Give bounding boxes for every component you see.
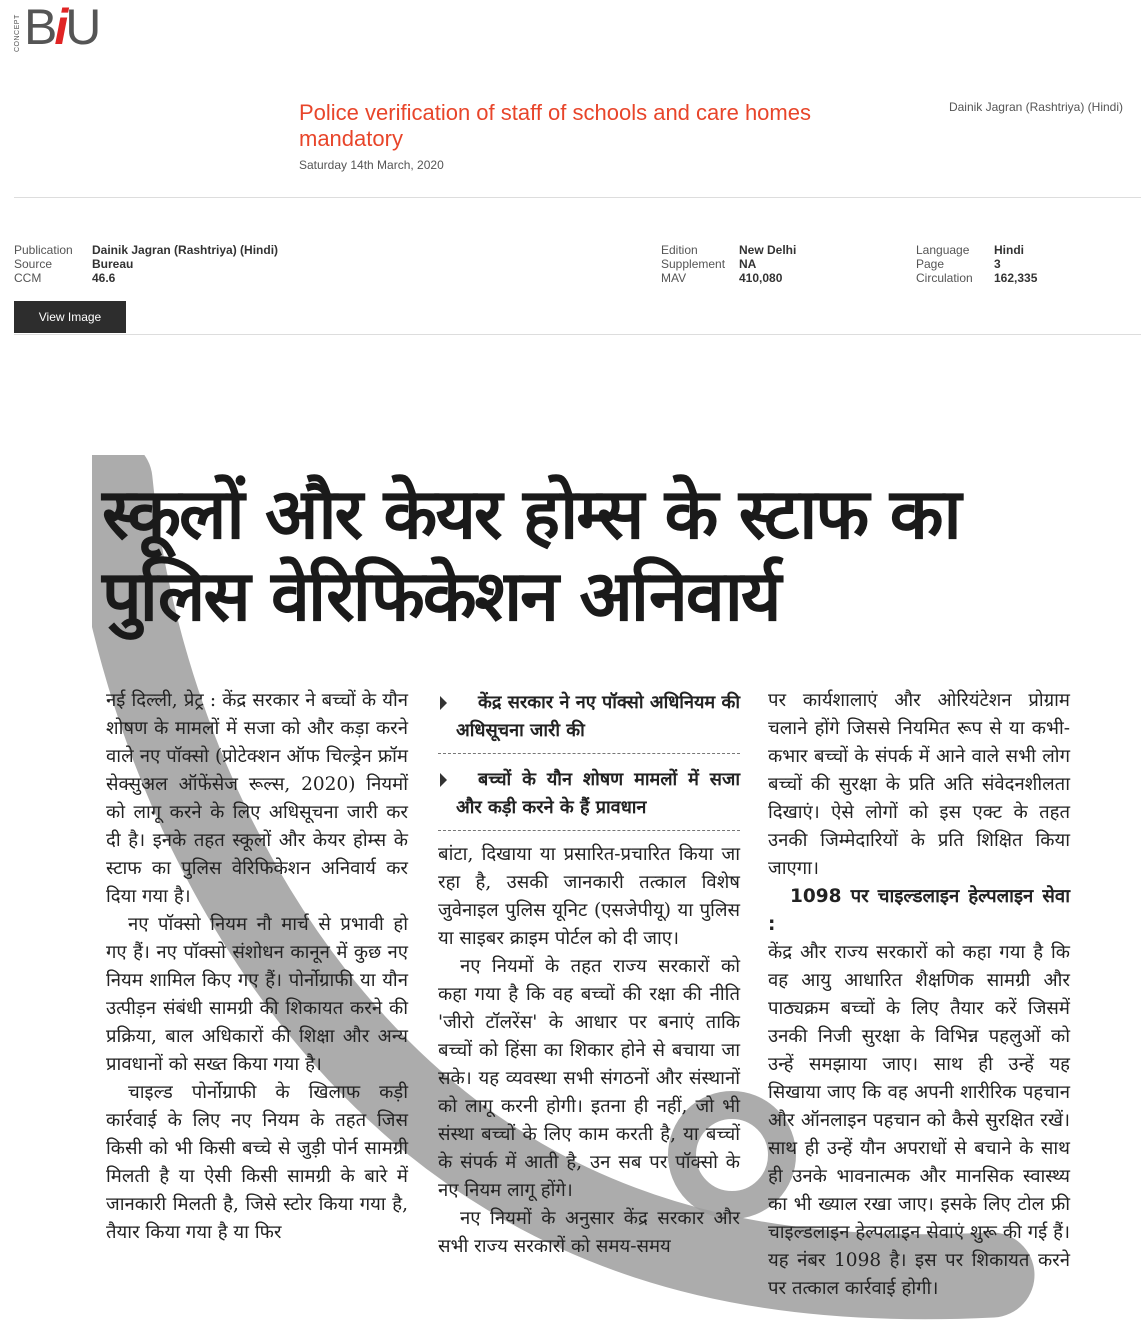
paragraph: चाइल्ड पोर्नोग्राफी के खिलाफ कड़ी कार्रवाई के लिए नए नियम के तहत जिस किसी को भी किसी बच्चे से जुड़ी पोर्न सामग्री मिलती है या ऐसी किसी सामग्री के बारे में जानकारी मिलती है, जिसे स्टोर किया गया है, तैयार किया गया है या फिर: [106, 1082, 408, 1243]
logo-letter-u: U: [65, 0, 99, 55]
meta-label: Supplement: [661, 257, 726, 271]
article-date: Saturday 14th March, 2020: [299, 158, 444, 172]
meta-group-publication: [14, 243, 278, 285]
paragraph: नई दिल्ली, प्रेट्र : केंद्र सरकार ने बच्चों के यौन शोषण के मामलों में सजा को और कड़ा करने वाले नए पॉक्सो (प्रोटेक्शन ऑफ चिल्ड्रेन फ्रॉम सेक्सुअल ऑफेंसेज रूल्स, 2020) नियमों को लागू करने के लिए अधिसूचना जारी कर दी है। इनके तहत स्कूलों और केयर होम्स के स्टाफ का पुलिस वेरिफिकेशन अनिवार्य कर दिया गया है।: [106, 690, 408, 907]
publication-name: Dainik Jagran (Rashtriya) (Hindi): [948, 100, 1123, 114]
paragraph: बांटा, दिखाया या प्रसारित-प्रचारित किया जा रहा है, उसकी जानकारी तत्काल विशेष जुवेनाइल पुलिस यूनिट (एसजेपीयू) या पुलिस या साइबर क्राइम पोर्टल को दी जाए।: [438, 844, 740, 949]
meta-group-language: [916, 243, 1037, 285]
meta-label: Edition: [661, 243, 698, 257]
newspaper-clipping: [92, 455, 1077, 1326]
meta-label: Circulation: [916, 271, 973, 285]
headline-line: स्कूलों और केयर होम्स के स्टाफ का: [102, 473, 960, 555]
meta-ccm: 46.6: [92, 271, 116, 285]
paragraph: नए नियमों के तहत राज्य सरकारों को कहा गया है कि वह बच्चों की रक्षा की नीति 'जीरो टॉलरेंस' के आधार पर बनाएं ताकि बच्चों को हिंसा का शिकार होने से बचाया जा सके। यह व्यवस्था सभी संगठनों और संस्थानों को लागू करनी होगी। इतना ही नहीं, जो भी संस्था बच्चों के लिए काम करती है, या बच्चों के संपर्क में आती है, उन सब पर पॉक्सो के नए नियम लागू होंगे।: [438, 956, 740, 1201]
meta-label: Publication: [14, 243, 73, 257]
meta-page: 3: [994, 257, 1001, 271]
highlight-point: बच्चों के यौन शोषण मामलों में सजा और कड़ी करने के हैं प्रावधान: [438, 766, 740, 822]
paragraph: नए पॉक्सो नियम नौ मार्च से प्रभावी हो गए हैं। नए पॉक्सो संशोधन कानून में कुछ नए नियम शामिल किए गए हैं। पोर्नोग्राफी या यौन उत्पीड़न संबंधी सामग्री की शिकायत करने की प्रक्रिया, बाल अधिकारों की शिक्षा और अन्य प्रावधानों को सख्त किया गया है।: [106, 914, 408, 1075]
meta-edition: New Delhi: [739, 243, 797, 257]
meta-label: Language: [916, 243, 970, 257]
meta-label: Source: [14, 257, 53, 271]
text-column-3: [768, 687, 1070, 1303]
paragraph: पर कार्यशालाएं और ओरियंटेशन प्रोग्राम चलाने होंगे जिससे नियमित रूप से या कभी-कभार बच्चों के संपर्क में आने वाले सभी लोग बच्चों की सुरक्षा के प्रति अति संवेदनशीलता दिखाएं। ऐसे लोगों को इस एक्ट के तहत उनकी जिम्मेदारियों के प्रति शिक्षित किया जाएगा।: [768, 690, 1070, 879]
meta-mav: 410,080: [739, 271, 783, 285]
text-column-1: [106, 687, 408, 1247]
meta-label: MAV: [661, 271, 687, 285]
biu-logo: [14, 0, 104, 56]
paragraph: नए नियमों के अनुसार केंद्र सरकार और सभी राज्य सरकारों को समय-समय: [438, 1208, 740, 1257]
highlight-point: केंद्र सरकार ने नए पॉक्सो अधिनियम की अधिसूचना जारी की: [438, 689, 740, 745]
meta-publication: Dainik Jagran (Rashtriya) (Hindi): [92, 243, 279, 257]
meta-label: Page: [916, 257, 945, 271]
logo-letter-i: i: [54, 0, 66, 55]
logo-letters: [24, 0, 98, 56]
headline-line: पुलिस वेरिफिकेशन अनिवार्य: [102, 555, 780, 637]
highlight-box: [438, 764, 740, 831]
meta-label: CCM: [14, 271, 42, 285]
subheading: 1098 पर चाइल्डलाइन हेल्पलाइन सेवा :: [768, 886, 1070, 935]
paragraph: केंद्र और राज्य सरकारों को कहा गया है कि वह आयु आधारित शैक्षणिक सामग्री और पाठ्यक्रम बच्चों के लिए तैयार करें जिसमें उनकी निजी सुरक्षा के विभिन्न पहलुओं को उन्हें समझाया जाए। साथ ही उन्हें यह सिखाया जाए कि वह अपनी शारीरिक पहचान और ऑनलाइन पहचान को कैसे सुरक्षित रखें। साथ ही उन्हें यौन अपराधों से बचाने के साथ ही उनके भावनात्मक और मानसिक स्वास्थ्य का भी ख्याल रखा जाए। इसके लिए टोल फ्री चाइल्डलाइन हेल्पलाइन सेवाएं शुरू की गई हैं। यह नंबर 1098 है। इस पर शिकायत करने पर तत्काल कार्रवाई होगी।: [768, 942, 1070, 1299]
divider: [14, 197, 1141, 198]
highlight-box: [438, 687, 740, 754]
logo-letter-b: B: [24, 0, 55, 55]
meta-supplement: NA: [739, 257, 757, 271]
article-title: Police verification of staff of schools and care homes mandatory: [299, 100, 811, 151]
meta-circulation: 162,335: [994, 271, 1038, 285]
clipping-headline: [102, 473, 960, 637]
divider: [14, 334, 1141, 335]
logo-concept-text: CONCEPT: [14, 14, 21, 52]
meta-language: Hindi: [994, 243, 1024, 257]
meta-source: Bureau: [92, 257, 134, 271]
meta-group-edition: [661, 243, 796, 285]
text-column-2: [438, 687, 740, 1261]
view-image-button[interactable]: View Image: [14, 301, 126, 333]
